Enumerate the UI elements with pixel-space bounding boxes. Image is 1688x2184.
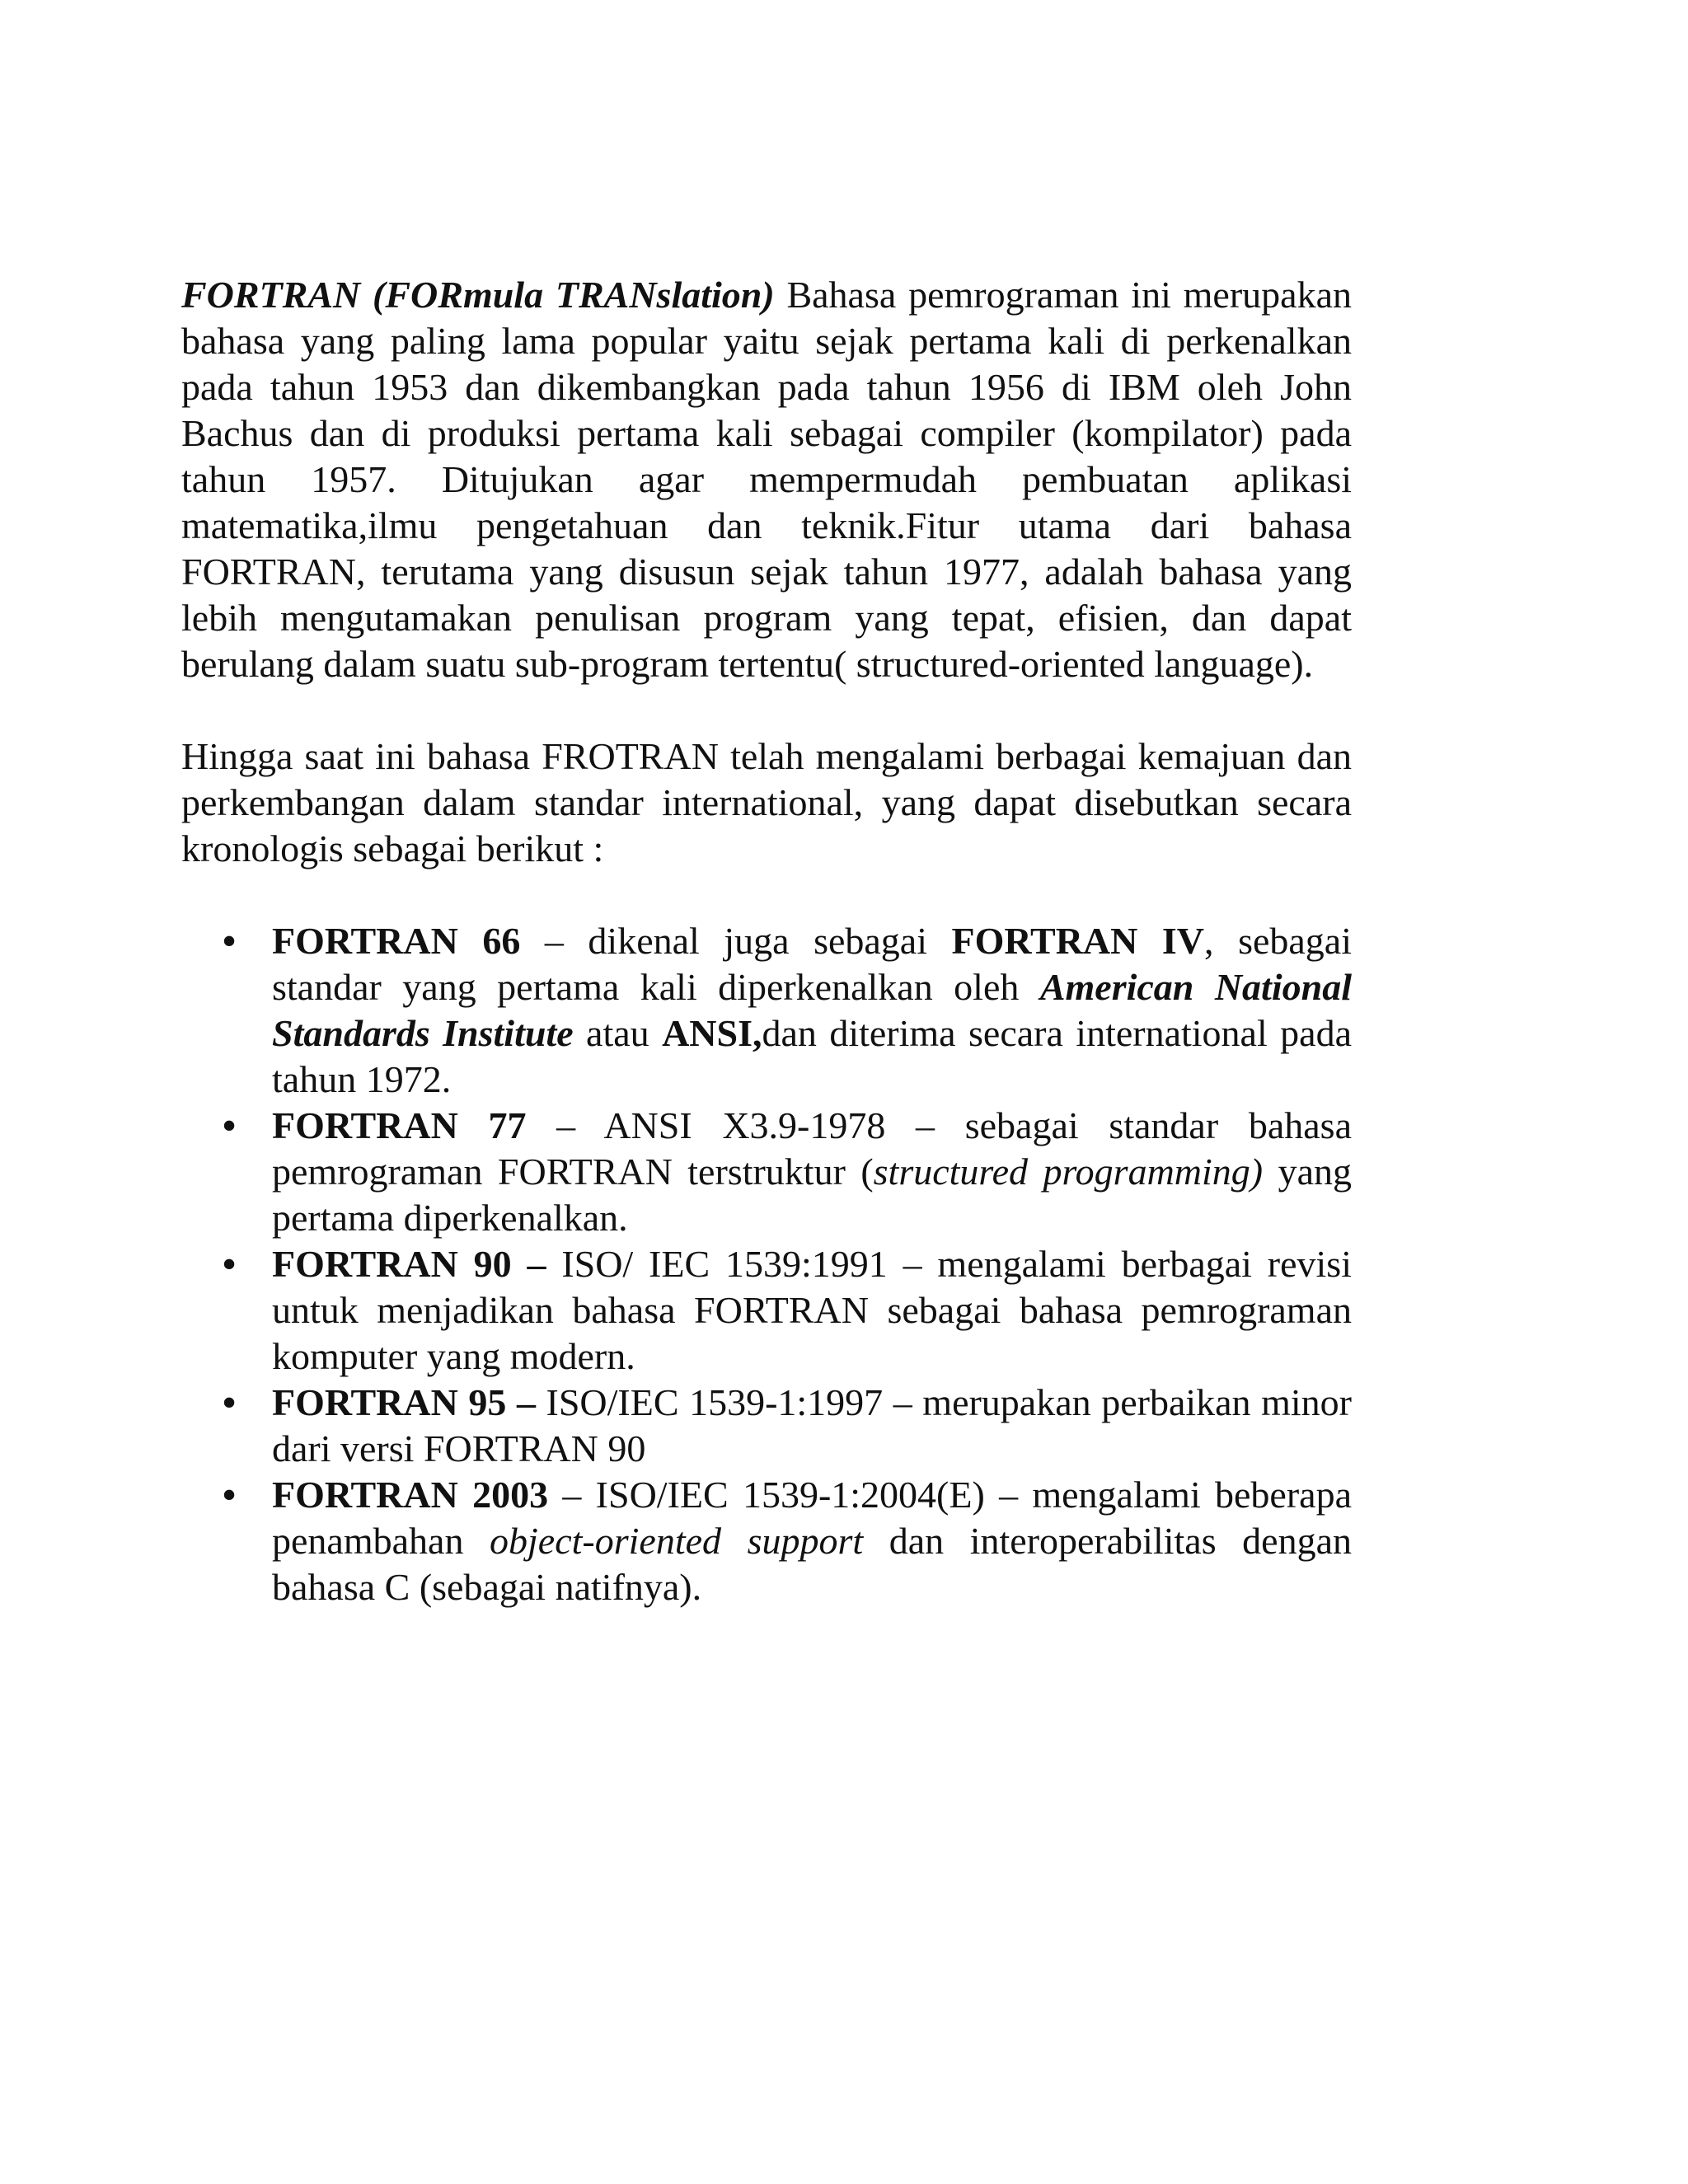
version-name: FORTRAN 77: [272, 1104, 527, 1146]
bullet-icon: •: [223, 1381, 237, 1423]
version-text: dan interoperabilitas dengan bahasa C (sebagai natifnya).: [272, 1520, 1352, 1608]
version-list: [181, 918, 1352, 1610]
bullet-icon: •: [223, 1474, 237, 1516]
version-name: FORTRAN 66: [272, 920, 521, 962]
version-text: dan diterima secara international pada tahun 1972.: [272, 1012, 1352, 1100]
document-page: [181, 272, 1352, 1610]
list-item-fortran-66: [223, 918, 1352, 1103]
list-item-fortran-90: [223, 1241, 1352, 1380]
bullet-icon: •: [223, 1104, 237, 1146]
organization-abbr: ANSI,: [662, 1012, 762, 1054]
version-name: FORTRAN 90 –: [272, 1243, 546, 1285]
version-text: – ISO/IEC 1539-1:2004(E) – mengalami beberapa penambahan: [272, 1474, 1352, 1562]
version-text: ISO/ IEC 1539:1991 – mengalami berbagai revisi untuk menjadikan bahasa FORTRAN sebagai bahasa pemrograman komputer yang modern.: [272, 1243, 1352, 1377]
list-item-fortran-95: [223, 1380, 1352, 1472]
intro-body: Bahasa pemrograman ini merupakan bahasa yang paling lama popular yaitu sejak pertama kali di perkenalkan pada tahun 1953 dan dikembangkan pada tahun 1956 di IBM oleh John Bachus dan di produksi pertama kali sebagai compiler (kompilator) pada tahun 1957. Ditujukan agar mempermudah pembuatan aplikasi matematika,ilmu pengetahuan dan teknik.Fitur utama dari bahasa FORTRAN, terutama yang disusun sejak tahun 1977, adalah bahasa yang lebih mengutamakan penulisan program yang tepat, efisien, dan dapat berulang dalam suatu sub-program tertentu( structured-oriented language).: [181, 274, 1352, 685]
version-alias: FORTRAN IV: [951, 920, 1205, 962]
version-text: – ANSI X3.9-1978 – sebagai standar bahasa pemrograman FORTRAN terstruktur (: [272, 1104, 1352, 1193]
version-text: yang pertama diperkenalkan.: [272, 1151, 1353, 1239]
version-name: FORTRAN 95 –: [272, 1381, 536, 1423]
version-text: ISO/IEC 1539-1:1997 – merupakan perbaikan minor dari versi FORTRAN 90: [272, 1381, 1352, 1469]
bullet-icon: •: [223, 1243, 237, 1285]
version-text: – dikenal juga sebagai: [520, 920, 952, 962]
version-italic: object-oriented support: [490, 1520, 864, 1562]
version-italic: structured programming): [873, 1151, 1264, 1193]
list-item-fortran-77: [223, 1103, 1353, 1241]
organization-name: American National Standards Institute: [272, 966, 1352, 1054]
bullet-icon: •: [223, 920, 237, 962]
chronology-paragraph: Hingga saat ini bahasa FROTRAN telah mengalami berbagai kemajuan dan perkembangan dalam standar international, yang dapat disebutkan secara kronologis sebagai berikut :: [181, 735, 1352, 869]
list-item-fortran-2003: [223, 1472, 1352, 1610]
version-text: atau: [573, 1012, 663, 1054]
version-text: , sebagai standar yang pertama kali diperkenalkan oleh: [272, 920, 1352, 1008]
intro-paragraph: [181, 272, 1352, 687]
version-name: FORTRAN 2003: [272, 1474, 549, 1516]
intro-title: FORTRAN (FORmula TRANslation): [181, 274, 775, 316]
